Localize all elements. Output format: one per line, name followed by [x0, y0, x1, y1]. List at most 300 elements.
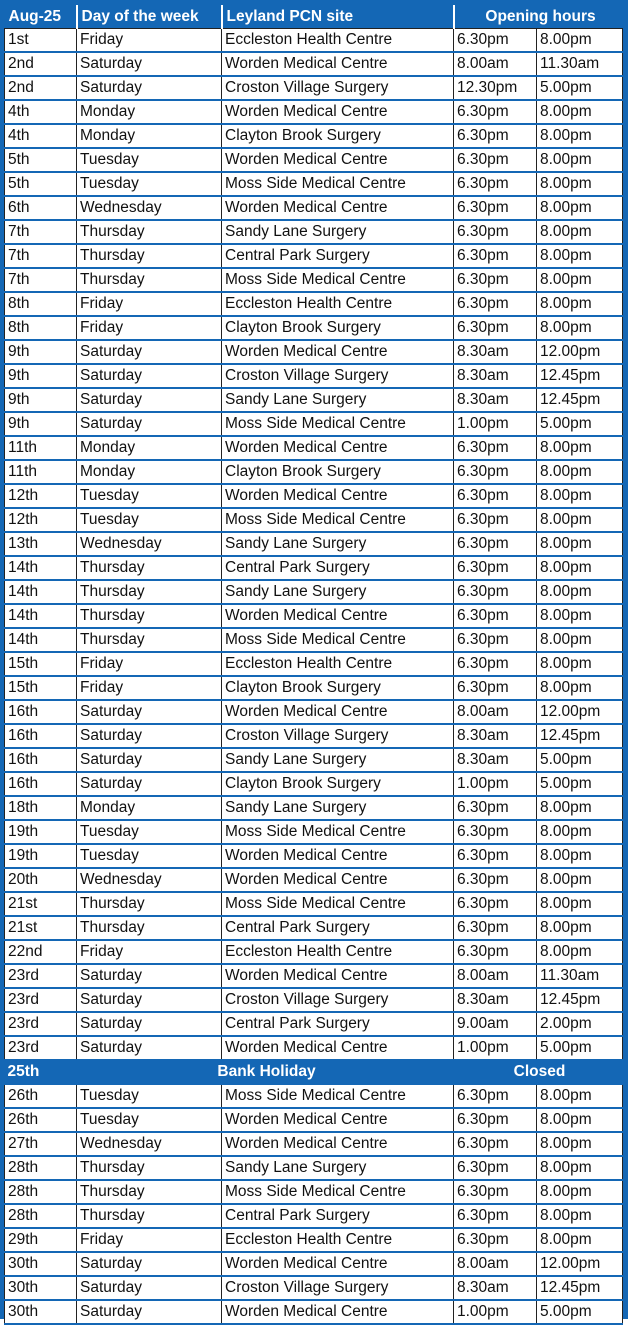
closing-time-cell: 12.45pm	[537, 388, 623, 412]
opening-time-cell: 1.00pm	[454, 412, 537, 436]
site-cell: Sandy Lane Surgery	[222, 388, 454, 412]
day-cell: Monday	[77, 796, 222, 820]
opening-time-cell: 6.30pm	[454, 29, 537, 53]
closing-time-cell: 8.00pm	[537, 1228, 623, 1252]
site-cell: Worden Medical Centre	[222, 196, 454, 220]
date-cell: 16th	[5, 724, 77, 748]
closing-time-cell: 12.45pm	[537, 988, 623, 1012]
table-row	[5, 844, 623, 868]
date-cell: 18th	[5, 796, 77, 820]
date-cell: 14th	[5, 556, 77, 580]
table-row	[5, 772, 623, 796]
table-row	[5, 604, 623, 628]
site-header: Leyland PCN site	[222, 5, 454, 29]
opening-time-cell: 6.30pm	[454, 628, 537, 652]
date-cell: 20th	[5, 868, 77, 892]
day-cell: Thursday	[77, 604, 222, 628]
site-cell: Croston Village Surgery	[222, 724, 454, 748]
site-cell: Central Park Surgery	[222, 244, 454, 268]
date-cell: 14th	[5, 604, 77, 628]
day-cell: Wednesday	[77, 1132, 222, 1156]
day-cell: Saturday	[77, 1276, 222, 1300]
site-cell: Croston Village Surgery	[222, 76, 454, 100]
opening-hours-header: Opening hours	[454, 5, 623, 29]
day-cell: Saturday	[77, 1036, 222, 1060]
closing-time-cell: 8.00pm	[537, 844, 623, 868]
closing-time-cell: 5.00pm	[537, 1036, 623, 1060]
opening-time-cell: 6.30pm	[454, 1108, 537, 1132]
date-cell: 16th	[5, 748, 77, 772]
site-cell: Worden Medical Centre	[222, 100, 454, 124]
opening-time-cell: 6.30pm	[454, 220, 537, 244]
closing-time-cell: 8.00pm	[537, 868, 623, 892]
table-row	[5, 100, 623, 124]
closing-time-cell: 8.00pm	[537, 172, 623, 196]
site-cell: Worden Medical Centre	[222, 1036, 454, 1060]
opening-time-cell: 6.30pm	[454, 148, 537, 172]
site-cell: Worden Medical Centre	[222, 868, 454, 892]
site-cell: Clayton Brook Surgery	[222, 772, 454, 796]
site-cell: Clayton Brook Surgery	[222, 676, 454, 700]
table-row	[5, 748, 623, 772]
opening-time-cell: 6.30pm	[454, 556, 537, 580]
site-cell: Eccleston Health Centre	[222, 652, 454, 676]
site-cell: Croston Village Surgery	[222, 988, 454, 1012]
closing-time-cell: 5.00pm	[537, 412, 623, 436]
opening-time-cell: 8.30am	[454, 988, 537, 1012]
site-cell: Moss Side Medical Centre	[222, 1084, 454, 1108]
table-row	[5, 724, 623, 748]
opening-time-cell: 6.30pm	[454, 652, 537, 676]
day-cell: Friday	[77, 652, 222, 676]
holiday-status-cell: Closed	[454, 1060, 623, 1084]
day-cell: Saturday	[77, 1252, 222, 1276]
table-row	[5, 316, 623, 340]
closing-time-cell: 8.00pm	[537, 316, 623, 340]
day-cell: Saturday	[77, 724, 222, 748]
opening-time-cell: 1.00pm	[454, 1036, 537, 1060]
table-row	[5, 988, 623, 1012]
closing-time-cell: 8.00pm	[537, 628, 623, 652]
table-row	[5, 196, 623, 220]
table-row	[5, 580, 623, 604]
opening-time-cell: 8.00am	[454, 1252, 537, 1276]
closing-time-cell: 8.00pm	[537, 508, 623, 532]
date-cell: 15th	[5, 676, 77, 700]
closing-time-cell: 8.00pm	[537, 604, 623, 628]
table-row	[5, 412, 623, 436]
site-cell: Worden Medical Centre	[222, 340, 454, 364]
closing-time-cell: 11.30am	[537, 52, 623, 76]
closing-time-cell: 5.00pm	[537, 76, 623, 100]
site-cell: Moss Side Medical Centre	[222, 628, 454, 652]
opening-time-cell: 6.30pm	[454, 508, 537, 532]
site-cell: Clayton Brook Surgery	[222, 124, 454, 148]
site-cell: Sandy Lane Surgery	[222, 1156, 454, 1180]
date-cell: 9th	[5, 340, 77, 364]
table-row	[5, 700, 623, 724]
date-cell: 28th	[5, 1180, 77, 1204]
opening-time-cell: 8.30am	[454, 748, 537, 772]
table-row	[5, 532, 623, 556]
date-cell: 30th	[5, 1276, 77, 1300]
day-cell: Friday	[77, 1228, 222, 1252]
table-row	[5, 1012, 623, 1036]
day-cell: Monday	[77, 460, 222, 484]
closing-time-cell: 8.00pm	[537, 892, 623, 916]
site-cell: Eccleston Health Centre	[222, 292, 454, 316]
opening-time-cell: 8.30am	[454, 340, 537, 364]
date-cell: 8th	[5, 292, 77, 316]
table-row	[5, 796, 623, 820]
day-cell: Friday	[77, 29, 222, 53]
day-cell: Thursday	[77, 1180, 222, 1204]
table-row	[5, 1228, 623, 1252]
opening-time-cell: 8.30am	[454, 388, 537, 412]
date-cell: 15th	[5, 652, 77, 676]
holiday-label-cell: Bank Holiday	[77, 1060, 454, 1084]
table-row	[5, 292, 623, 316]
opening-time-cell: 8.00am	[454, 964, 537, 988]
table-row	[5, 484, 623, 508]
site-cell: Moss Side Medical Centre	[222, 172, 454, 196]
closing-time-cell: 8.00pm	[537, 196, 623, 220]
table-row	[5, 29, 623, 53]
day-cell: Thursday	[77, 580, 222, 604]
day-cell: Saturday	[77, 772, 222, 796]
site-cell: Sandy Lane Surgery	[222, 748, 454, 772]
date-cell: 30th	[5, 1300, 77, 1324]
holiday-row	[5, 1060, 623, 1084]
opening-time-cell: 6.30pm	[454, 460, 537, 484]
opening-time-cell: 6.30pm	[454, 316, 537, 340]
date-cell: 12th	[5, 484, 77, 508]
opening-time-cell: 6.30pm	[454, 292, 537, 316]
day-cell: Tuesday	[77, 844, 222, 868]
closing-time-cell: 8.00pm	[537, 100, 623, 124]
closing-time-cell: 12.00pm	[537, 1252, 623, 1276]
opening-time-cell: 8.30am	[454, 364, 537, 388]
opening-time-cell: 6.30pm	[454, 892, 537, 916]
opening-time-cell: 6.30pm	[454, 868, 537, 892]
day-cell: Thursday	[77, 1156, 222, 1180]
site-cell: Croston Village Surgery	[222, 1276, 454, 1300]
date-cell: 27th	[5, 1132, 77, 1156]
opening-time-cell: 6.30pm	[454, 1084, 537, 1108]
opening-time-cell: 8.00am	[454, 52, 537, 76]
closing-time-cell: 12.45pm	[537, 1276, 623, 1300]
date-cell: 21st	[5, 916, 77, 940]
closing-time-cell: 8.00pm	[537, 676, 623, 700]
day-cell: Tuesday	[77, 148, 222, 172]
site-cell: Worden Medical Centre	[222, 964, 454, 988]
closing-time-cell: 8.00pm	[537, 484, 623, 508]
table-row	[5, 388, 623, 412]
opening-time-cell: 8.00am	[454, 700, 537, 724]
day-cell: Thursday	[77, 628, 222, 652]
table-row	[5, 1204, 623, 1228]
site-cell: Worden Medical Centre	[222, 1132, 454, 1156]
site-cell: Worden Medical Centre	[222, 1252, 454, 1276]
opening-time-cell: 6.30pm	[454, 1156, 537, 1180]
site-cell: Eccleston Health Centre	[222, 29, 454, 53]
date-cell: 6th	[5, 196, 77, 220]
day-cell: Tuesday	[77, 484, 222, 508]
opening-time-cell: 6.30pm	[454, 172, 537, 196]
opening-time-cell: 6.30pm	[454, 796, 537, 820]
site-cell: Worden Medical Centre	[222, 52, 454, 76]
table-row	[5, 268, 623, 292]
day-cell: Thursday	[77, 268, 222, 292]
day-cell: Saturday	[77, 388, 222, 412]
opening-time-cell: 1.00pm	[454, 1300, 537, 1324]
day-cell: Saturday	[77, 988, 222, 1012]
closing-time-cell: 8.00pm	[537, 580, 623, 604]
closing-time-cell: 8.00pm	[537, 292, 623, 316]
day-cell: Thursday	[77, 1204, 222, 1228]
date-cell: 9th	[5, 364, 77, 388]
date-cell: 22nd	[5, 940, 77, 964]
closing-time-cell: 8.00pm	[537, 1156, 623, 1180]
closing-time-cell: 8.00pm	[537, 1180, 623, 1204]
site-cell: Moss Side Medical Centre	[222, 892, 454, 916]
site-cell: Worden Medical Centre	[222, 604, 454, 628]
closing-time-cell: 5.00pm	[537, 1300, 623, 1324]
closing-time-cell: 8.00pm	[537, 532, 623, 556]
day-cell: Thursday	[77, 892, 222, 916]
site-cell: Sandy Lane Surgery	[222, 580, 454, 604]
site-cell: Croston Village Surgery	[222, 364, 454, 388]
closing-time-cell: 12.00pm	[537, 340, 623, 364]
date-cell: 23rd	[5, 964, 77, 988]
closing-time-cell: 12.45pm	[537, 724, 623, 748]
date-cell: 11th	[5, 436, 77, 460]
closing-time-cell: 8.00pm	[537, 1084, 623, 1108]
opening-time-cell: 6.30pm	[454, 820, 537, 844]
day-cell: Friday	[77, 940, 222, 964]
day-cell: Friday	[77, 316, 222, 340]
table-row	[5, 508, 623, 532]
opening-time-cell: 12.30pm	[454, 76, 537, 100]
site-cell: Sandy Lane Surgery	[222, 796, 454, 820]
table-row	[5, 244, 623, 268]
opening-time-cell: 6.30pm	[454, 580, 537, 604]
closing-time-cell: 8.00pm	[537, 556, 623, 580]
date-cell: 21st	[5, 892, 77, 916]
date-cell: 28th	[5, 1156, 77, 1180]
closing-time-cell: 8.00pm	[537, 244, 623, 268]
table-row	[5, 148, 623, 172]
date-cell: 28th	[5, 1204, 77, 1228]
site-cell: Worden Medical Centre	[222, 148, 454, 172]
date-cell: 16th	[5, 772, 77, 796]
date-cell: 16th	[5, 700, 77, 724]
closing-time-cell: 8.00pm	[537, 916, 623, 940]
day-cell: Tuesday	[77, 508, 222, 532]
day-cell: Saturday	[77, 52, 222, 76]
closing-time-cell: 8.00pm	[537, 148, 623, 172]
day-cell: Tuesday	[77, 172, 222, 196]
date-cell: 19th	[5, 820, 77, 844]
day-of-week-header: Day of the week	[77, 5, 222, 29]
day-cell: Thursday	[77, 220, 222, 244]
date-cell: 1st	[5, 29, 77, 53]
day-cell: Wednesday	[77, 868, 222, 892]
site-cell: Worden Medical Centre	[222, 1300, 454, 1324]
date-cell: 29th	[5, 1228, 77, 1252]
table-row	[5, 652, 623, 676]
table-row	[5, 892, 623, 916]
date-cell: 23rd	[5, 1012, 77, 1036]
month-header: Aug-25	[5, 5, 77, 29]
day-cell: Saturday	[77, 76, 222, 100]
opening-time-cell: 9.00am	[454, 1012, 537, 1036]
site-cell: Sandy Lane Surgery	[222, 532, 454, 556]
opening-time-cell: 8.30am	[454, 724, 537, 748]
closing-time-cell: 8.00pm	[537, 1204, 623, 1228]
table-row	[5, 1108, 623, 1132]
site-cell: Worden Medical Centre	[222, 484, 454, 508]
day-cell: Thursday	[77, 916, 222, 940]
table-row	[5, 916, 623, 940]
table-row	[5, 1276, 623, 1300]
closing-time-cell: 8.00pm	[537, 820, 623, 844]
site-cell: Worden Medical Centre	[222, 436, 454, 460]
table-row	[5, 676, 623, 700]
opening-time-cell: 6.30pm	[454, 940, 537, 964]
date-cell: 23rd	[5, 988, 77, 1012]
site-cell: Moss Side Medical Centre	[222, 412, 454, 436]
site-cell: Central Park Surgery	[222, 916, 454, 940]
table-row	[5, 52, 623, 76]
opening-time-cell: 6.30pm	[454, 268, 537, 292]
date-cell: 19th	[5, 844, 77, 868]
opening-time-cell: 6.30pm	[454, 1180, 537, 1204]
site-cell: Moss Side Medical Centre	[222, 508, 454, 532]
opening-time-cell: 6.30pm	[454, 100, 537, 124]
date-cell: 4th	[5, 124, 77, 148]
table-row	[5, 1252, 623, 1276]
opening-hours-table	[4, 5, 623, 1325]
table-row	[5, 436, 623, 460]
closing-time-cell: 8.00pm	[537, 436, 623, 460]
opening-time-cell: 6.30pm	[454, 436, 537, 460]
opening-time-cell: 6.30pm	[454, 844, 537, 868]
date-cell: 7th	[5, 244, 77, 268]
day-cell: Saturday	[77, 700, 222, 724]
day-cell: Saturday	[77, 748, 222, 772]
table-row	[5, 460, 623, 484]
closing-time-cell: 8.00pm	[537, 1108, 623, 1132]
day-cell: Monday	[77, 100, 222, 124]
table-row	[5, 76, 623, 100]
date-cell: 26th	[5, 1108, 77, 1132]
site-cell: Worden Medical Centre	[222, 844, 454, 868]
date-cell: 5th	[5, 148, 77, 172]
closing-time-cell: 12.00pm	[537, 700, 623, 724]
day-cell: Saturday	[77, 1300, 222, 1324]
day-cell: Friday	[77, 292, 222, 316]
date-cell: 13th	[5, 532, 77, 556]
opening-time-cell: 6.30pm	[454, 1204, 537, 1228]
opening-time-cell: 6.30pm	[454, 1132, 537, 1156]
date-cell: 8th	[5, 316, 77, 340]
site-cell: Central Park Surgery	[222, 1012, 454, 1036]
site-cell: Moss Side Medical Centre	[222, 1180, 454, 1204]
table-row	[5, 556, 623, 580]
date-cell: 11th	[5, 460, 77, 484]
table-row	[5, 820, 623, 844]
table-row	[5, 628, 623, 652]
opening-time-cell: 6.30pm	[454, 244, 537, 268]
opening-time-cell: 6.30pm	[454, 484, 537, 508]
date-cell: 2nd	[5, 52, 77, 76]
table-row	[5, 868, 623, 892]
site-cell: Eccleston Health Centre	[222, 940, 454, 964]
day-cell: Tuesday	[77, 1108, 222, 1132]
opening-time-cell: 1.00pm	[454, 772, 537, 796]
day-cell: Saturday	[77, 364, 222, 388]
table-row	[5, 172, 623, 196]
day-cell: Saturday	[77, 964, 222, 988]
table-row	[5, 1036, 623, 1060]
table-body	[5, 29, 623, 1325]
day-cell: Monday	[77, 436, 222, 460]
closing-time-cell: 8.00pm	[537, 220, 623, 244]
site-cell: Clayton Brook Surgery	[222, 316, 454, 340]
closing-time-cell: 8.00pm	[537, 460, 623, 484]
table-row	[5, 1300, 623, 1324]
site-cell: Moss Side Medical Centre	[222, 268, 454, 292]
date-cell: 9th	[5, 412, 77, 436]
date-cell: 12th	[5, 508, 77, 532]
site-cell: Sandy Lane Surgery	[222, 220, 454, 244]
closing-time-cell: 8.00pm	[537, 268, 623, 292]
opening-time-cell: 6.30pm	[454, 604, 537, 628]
day-cell: Friday	[77, 676, 222, 700]
closing-time-cell: 5.00pm	[537, 772, 623, 796]
closing-time-cell: 5.00pm	[537, 748, 623, 772]
closing-time-cell: 8.00pm	[537, 124, 623, 148]
day-cell: Thursday	[77, 556, 222, 580]
date-cell: 7th	[5, 220, 77, 244]
date-cell: 14th	[5, 580, 77, 604]
date-cell: 30th	[5, 1252, 77, 1276]
opening-time-cell: 6.30pm	[454, 124, 537, 148]
closing-time-cell: 8.00pm	[537, 1132, 623, 1156]
table-row	[5, 1084, 623, 1108]
day-cell: Tuesday	[77, 820, 222, 844]
opening-time-cell: 6.30pm	[454, 196, 537, 220]
opening-time-cell: 6.30pm	[454, 916, 537, 940]
day-cell: Wednesday	[77, 196, 222, 220]
closing-time-cell: 2.00pm	[537, 1012, 623, 1036]
site-cell: Worden Medical Centre	[222, 700, 454, 724]
holiday-date-cell: 25th	[5, 1060, 77, 1084]
day-cell: Saturday	[77, 412, 222, 436]
opening-time-cell: 8.30am	[454, 1276, 537, 1300]
date-cell: 23rd	[5, 1036, 77, 1060]
table-row	[5, 220, 623, 244]
opening-time-cell: 6.30pm	[454, 676, 537, 700]
site-cell: Central Park Surgery	[222, 556, 454, 580]
date-cell: 14th	[5, 628, 77, 652]
day-cell: Thursday	[77, 244, 222, 268]
site-cell: Worden Medical Centre	[222, 1108, 454, 1132]
day-cell: Tuesday	[77, 1084, 222, 1108]
closing-time-cell: 8.00pm	[537, 796, 623, 820]
date-cell: 9th	[5, 388, 77, 412]
